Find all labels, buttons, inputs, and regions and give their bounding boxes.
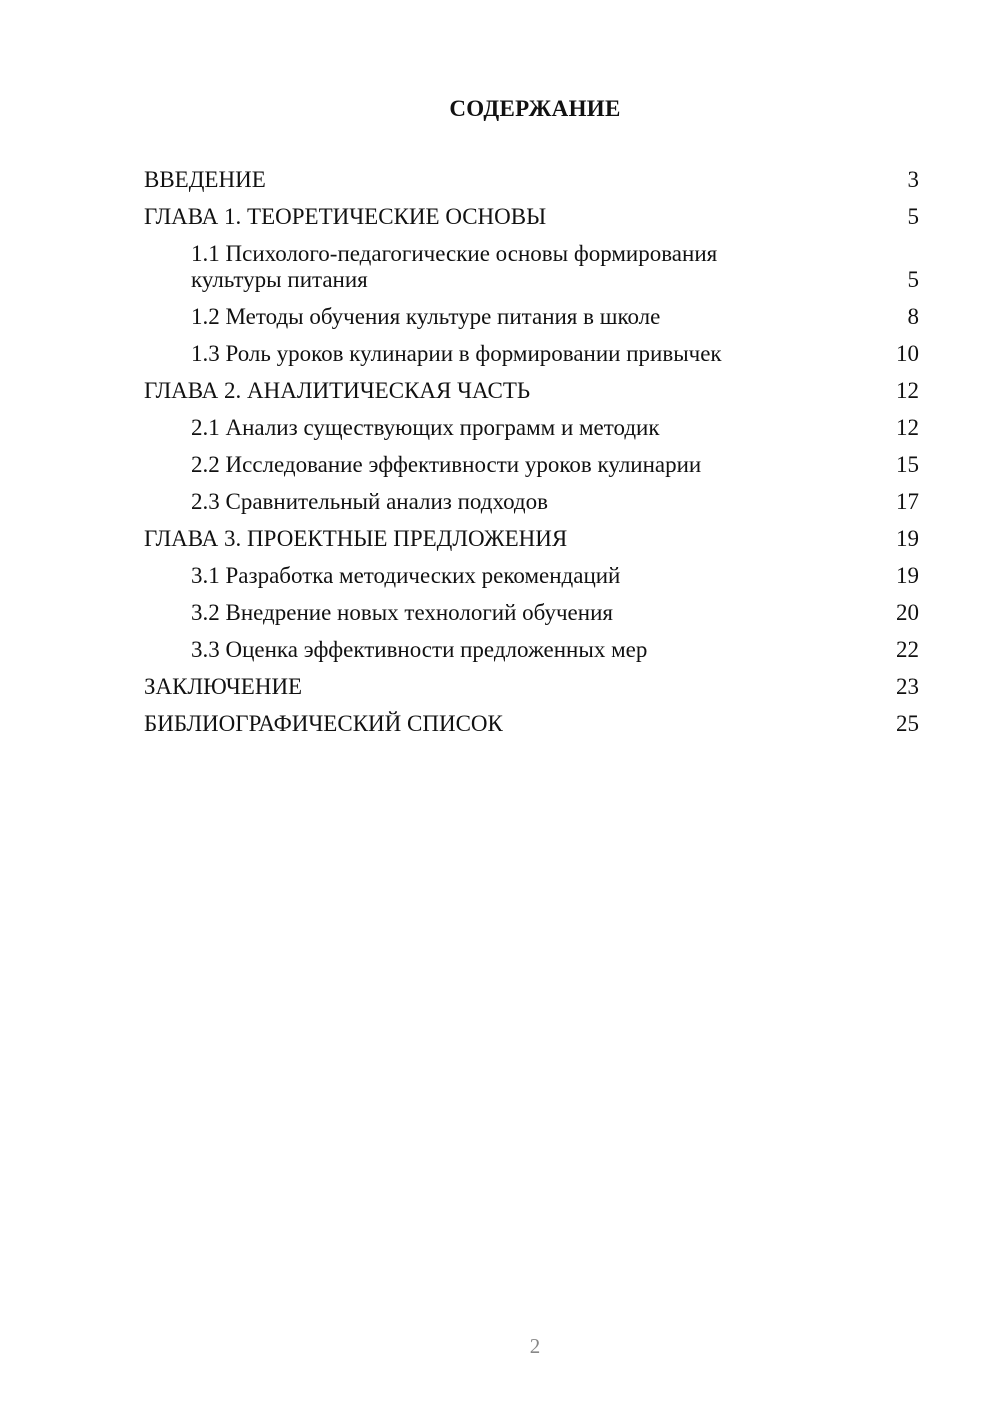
toc-entry-section-1-3[interactable] [144, 341, 919, 367]
toc-entry-label: 2.1 Анализ существующих программ и методик [191, 415, 660, 440]
toc-entry-section-3-2[interactable] [144, 600, 919, 626]
toc-entry-label: 2.2 Исследование эффективности уроков кулинарии [191, 452, 702, 477]
toc-entry-label: 1.2 Методы обучения культуре питания в школе [191, 304, 661, 329]
toc-entry-page: 25 [896, 711, 919, 736]
toc-entry-page: 5 [907, 267, 919, 292]
toc-entry-label: 3.1 Разработка методических рекомендаций [191, 563, 621, 588]
toc-entry-section-2-2[interactable] [144, 452, 919, 478]
toc-entry-page: 17 [896, 489, 919, 514]
toc-entry-page: 3 [907, 167, 919, 192]
toc-entry-section-2-3[interactable] [144, 489, 919, 515]
toc-entry-page: 22 [896, 637, 919, 662]
toc-entry-label: 1.1 Психолого-педагогические основы формирования культуры питания [191, 241, 718, 292]
toc-entry-page: 5 [907, 204, 919, 229]
toc-entry-chapter-2[interactable] [144, 378, 919, 404]
toc-entry-section-3-1[interactable] [144, 563, 919, 589]
toc-entry-section-3-3[interactable] [144, 637, 919, 663]
toc-entry-label: 3.2 Внедрение новых технологий обучения [191, 600, 613, 625]
toc-entry-label: БИБЛИОГРАФИЧЕСКИЙ СПИСОК [144, 711, 503, 736]
toc-entry-label: ГЛАВА 3. ПРОЕКТНЫЕ ПРЕДЛОЖЕНИЯ [144, 526, 568, 551]
page-number: 2 [529, 1334, 541, 1358]
toc-entry-conclusion[interactable] [144, 674, 919, 700]
toc-entry-page: 15 [896, 452, 919, 477]
toc-entry-page: 23 [896, 674, 919, 699]
table-of-contents [144, 167, 919, 748]
toc-entry-page: 10 [896, 341, 919, 366]
toc-entry-label: ВВЕДЕНИЕ [144, 167, 266, 192]
toc-entry-page: 8 [907, 304, 919, 329]
toc-entry-label: ГЛАВА 2. АНАЛИТИЧЕСКАЯ ЧАСТЬ [144, 378, 531, 403]
toc-entry-label: 1.3 Роль уроков кулинарии в формировании привычек [191, 341, 722, 366]
toc-entry-page: 20 [896, 600, 919, 625]
toc-entry-label: 3.3 Оценка эффективности предложенных мер [191, 637, 648, 662]
toc-entry-label: 2.3 Сравнительный анализ подходов [191, 489, 548, 514]
toc-entry-bibliography[interactable] [144, 711, 919, 737]
toc-entry-page: 19 [896, 563, 919, 588]
toc-entry-section-1-2[interactable] [144, 304, 919, 330]
toc-entry-chapter-3[interactable] [144, 526, 919, 552]
toc-entry-page: 12 [896, 415, 919, 440]
toc-entry-page: 19 [896, 526, 919, 551]
toc-entry-section-2-1[interactable] [144, 415, 919, 441]
toc-entry-label: ЗАКЛЮЧЕНИЕ [144, 674, 303, 699]
toc-entry-chapter-1[interactable] [144, 204, 919, 230]
toc-entry-label: ГЛАВА 1. ТЕОРЕТИЧЕСКИЕ ОСНОВЫ [144, 204, 547, 229]
toc-entry-page: 12 [896, 378, 919, 403]
toc-title: СОДЕРЖАНИЕ [449, 96, 621, 121]
toc-entry-introduction[interactable] [144, 167, 919, 193]
toc-entry-section-1-1[interactable] [144, 241, 919, 293]
